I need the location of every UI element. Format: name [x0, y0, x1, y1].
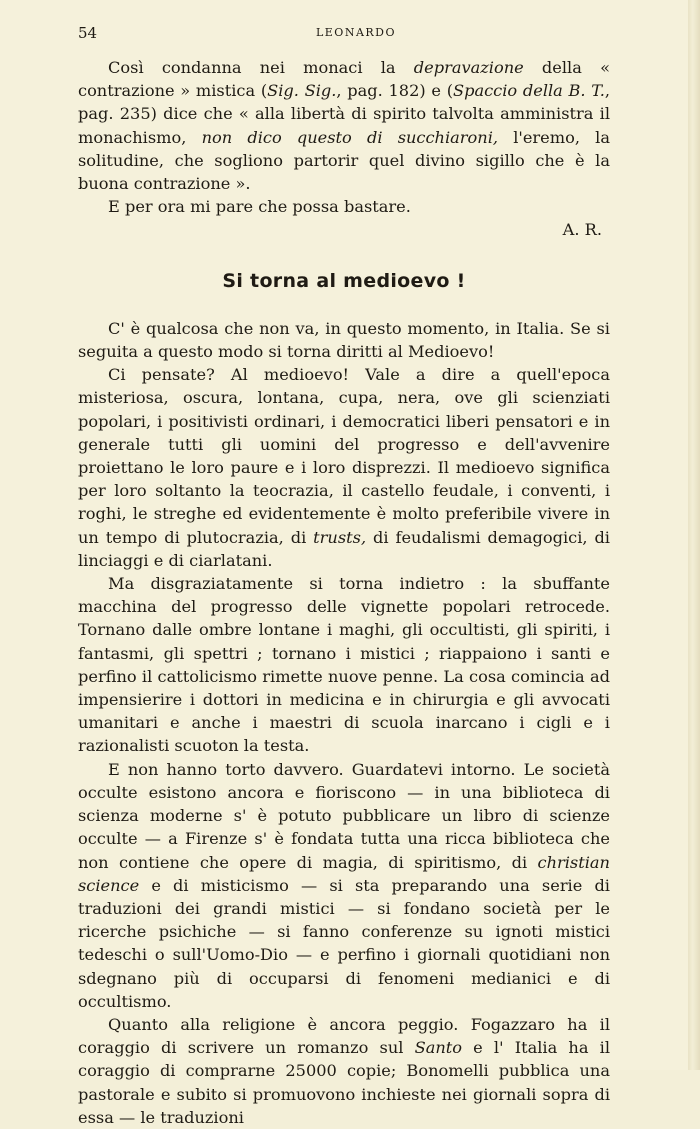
article-paragraph: C' è qualcosa che non va, in questo momento, in Italia. Se si seguita a questo modo si torna diritti al Medioevo!: [78, 318, 610, 362]
previous-article-paragraph: Così condanna nei monaci la depravazione della « contrazione » mistica (Sig. Sig., pag. 182) e (Spaccio della B. T., pag. 235) dice che « alla libertà di spirito talvolta amministra il monachismo, non dico questo di succhiaroni, l'eremo, la solitudine, che sogliono partorir quel divino sigillo che è la buona contrazione ».: [78, 58, 610, 194]
page-header: [78, 22, 634, 46]
article-paragraph: Ci pensate? Al medioevo! Vale a dire a quell'epoca misteriosa, oscura, lontana, cupa, nera, ove gli scienziati popolari, i positivisti ordinari, i democratici liberi pensatori e in generale tutti gli uomini del progresso e dell'avvenire proiettano le loro paure e i loro disprezzi. Il medioevo significa per loro soltanto la teocrazia, il castello feudale, i conventi, i roghi, le streghe ed evidentemente è molto preferibile vivere in un tempo di plutocrazia, di trusts, di feudalismi demagogici, di linciaggi e di ciarlatani.: [78, 365, 610, 570]
previous-article-closing: E per ora mi pare che possa bastare.: [108, 197, 411, 217]
page-number: 54: [78, 24, 98, 42]
article-title: Si torna al medioevo !: [222, 269, 466, 292]
page-body: [78, 56, 610, 1129]
author-initials: A. R.: [562, 220, 602, 240]
article-paragraph: E non hanno torto davvero. Guardatevi intorno. Le società occulte esistono ancora e fioriscono — in una biblioteca di scienza moderne s' è potuto pubblicare un libro di scienze occulte — a Firenze s' è fondata tutta una ricca biblioteca che non contiene che opere di magia, di spiritismo, di christian science e di misticismo — si sta preparando una serie di traduzioni dei grandi mistici — si fondano società per le ricerche psichiche — si fanno conferenze su ignoti mistici tedeschi o sull'Uomo-Dio — e perfino i giornali quotidiani non sdegnano più di occuparsi di fenomeni medianici e di occultismo.: [78, 759, 610, 1011]
page-edge: [688, 0, 700, 1070]
running-head: LEONARDO: [315, 26, 397, 39]
article-paragraph: Ma disgraziatamente si torna indietro : la sbuffante macchina del progresso delle vignette popolari retrocede. Tornano dalle ombre lontane i maghi, gli occultisti, gli spiriti, i fantasmi, gli spettri ; tornano i mistici ; riappaiono i santi e perfino il cattolicismo rimette nuove penne. La cosa comincia ad impensierire i dottori in medicina e in chirurgia e gli avvocati umanitari e anche i maestri di scuola inarcano i cigli e i razionalisti scuoton la testa.: [78, 574, 610, 756]
article-paragraph: Quanto alla religione è ancora peggio. Fogazzaro ha il coraggio di scrivere un romanzo sul Santo e l' Italia ha il coraggio di comprarne 25000 copie; Bonomelli pubblica una pastorale e subito si promuovono inchieste nei giornali sopra di essa — le traduzioni: [78, 1014, 611, 1127]
